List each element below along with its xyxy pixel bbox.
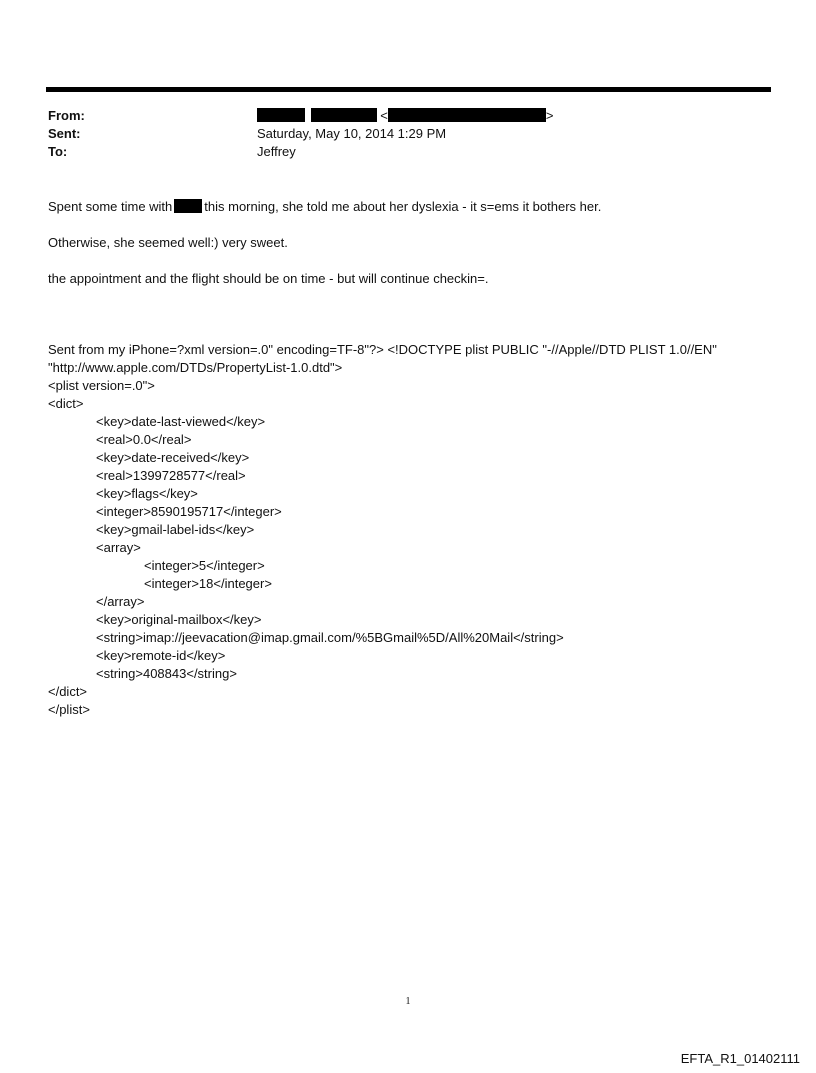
header-rule	[46, 87, 771, 92]
plist-line: <key>remote-id</key>	[96, 648, 226, 663]
plist-line: <real>0.0</real>	[96, 432, 192, 447]
plist-line: <plist version=.0">	[48, 378, 155, 393]
plist-line: <string>408843</string>	[96, 666, 237, 681]
plist-line: <key>original-mailbox</key>	[96, 612, 262, 627]
plist-line: Sent from my iPhone=?xml version=.0" encoding=TF-8"?> <!DOCTYPE plist PUBLIC "-//Apple//DTD PLIST 1.0//EN"	[48, 342, 717, 357]
plist-line: <real>1399728577</real>	[96, 468, 246, 483]
to-value: Jeffrey	[257, 144, 296, 159]
plist-line: </plist>	[48, 702, 90, 717]
bates-number: EFTA_R1_01402111	[680, 1051, 800, 1066]
redaction-block	[174, 199, 202, 213]
from-value	[257, 107, 553, 125]
from-open-bracket: <	[380, 108, 388, 123]
plist-line: <key>date-received</key>	[96, 450, 250, 465]
sent-label: Sent:	[48, 126, 81, 141]
body-paragraph-1	[48, 198, 601, 216]
plist-line: <key>gmail-label-ids</key>	[96, 522, 255, 537]
sent-value: Saturday, May 10, 2014 1:29 PM	[257, 126, 447, 141]
redaction-block	[388, 108, 546, 122]
plist-line: "http://www.apple.com/DTDs/PropertyList-1.0.dtd">	[48, 360, 343, 375]
to-label: To:	[48, 144, 68, 159]
plist-line: <integer>8590195717</integer>	[96, 504, 282, 519]
from-close-bracket: >	[545, 108, 554, 123]
body-paragraph-3: the appointment and the flight should be on time - but will continue checkin=.	[48, 271, 489, 286]
plist-line: <integer>5</integer>	[144, 558, 265, 573]
body-paragraph-2: Otherwise, she seemed well:) very sweet.	[48, 235, 288, 250]
from-label: From:	[48, 108, 85, 123]
plist-line: </array>	[96, 594, 145, 609]
redaction-block	[257, 108, 305, 122]
plist-line: <dict>	[48, 396, 84, 411]
p1-after: this morning, she told me about her dyslexia - it s=ems it bothers her.	[204, 199, 602, 214]
plist-line: <integer>18</integer>	[144, 576, 272, 591]
plist-line: <string>imap://jeevacation@imap.gmail.com/%5BGmail%5D/All%20Mail</string>	[96, 630, 564, 645]
plist-line: <key>flags</key>	[96, 486, 198, 501]
plist-line: <key>date-last-viewed</key>	[96, 414, 266, 429]
page-number: 1	[405, 996, 411, 1007]
redaction-block	[311, 108, 377, 122]
plist-line: <array>	[96, 540, 141, 555]
plist-block	[48, 341, 717, 719]
plist-line: </dict>	[48, 684, 88, 699]
p1-before: Spent some time with	[48, 199, 173, 214]
